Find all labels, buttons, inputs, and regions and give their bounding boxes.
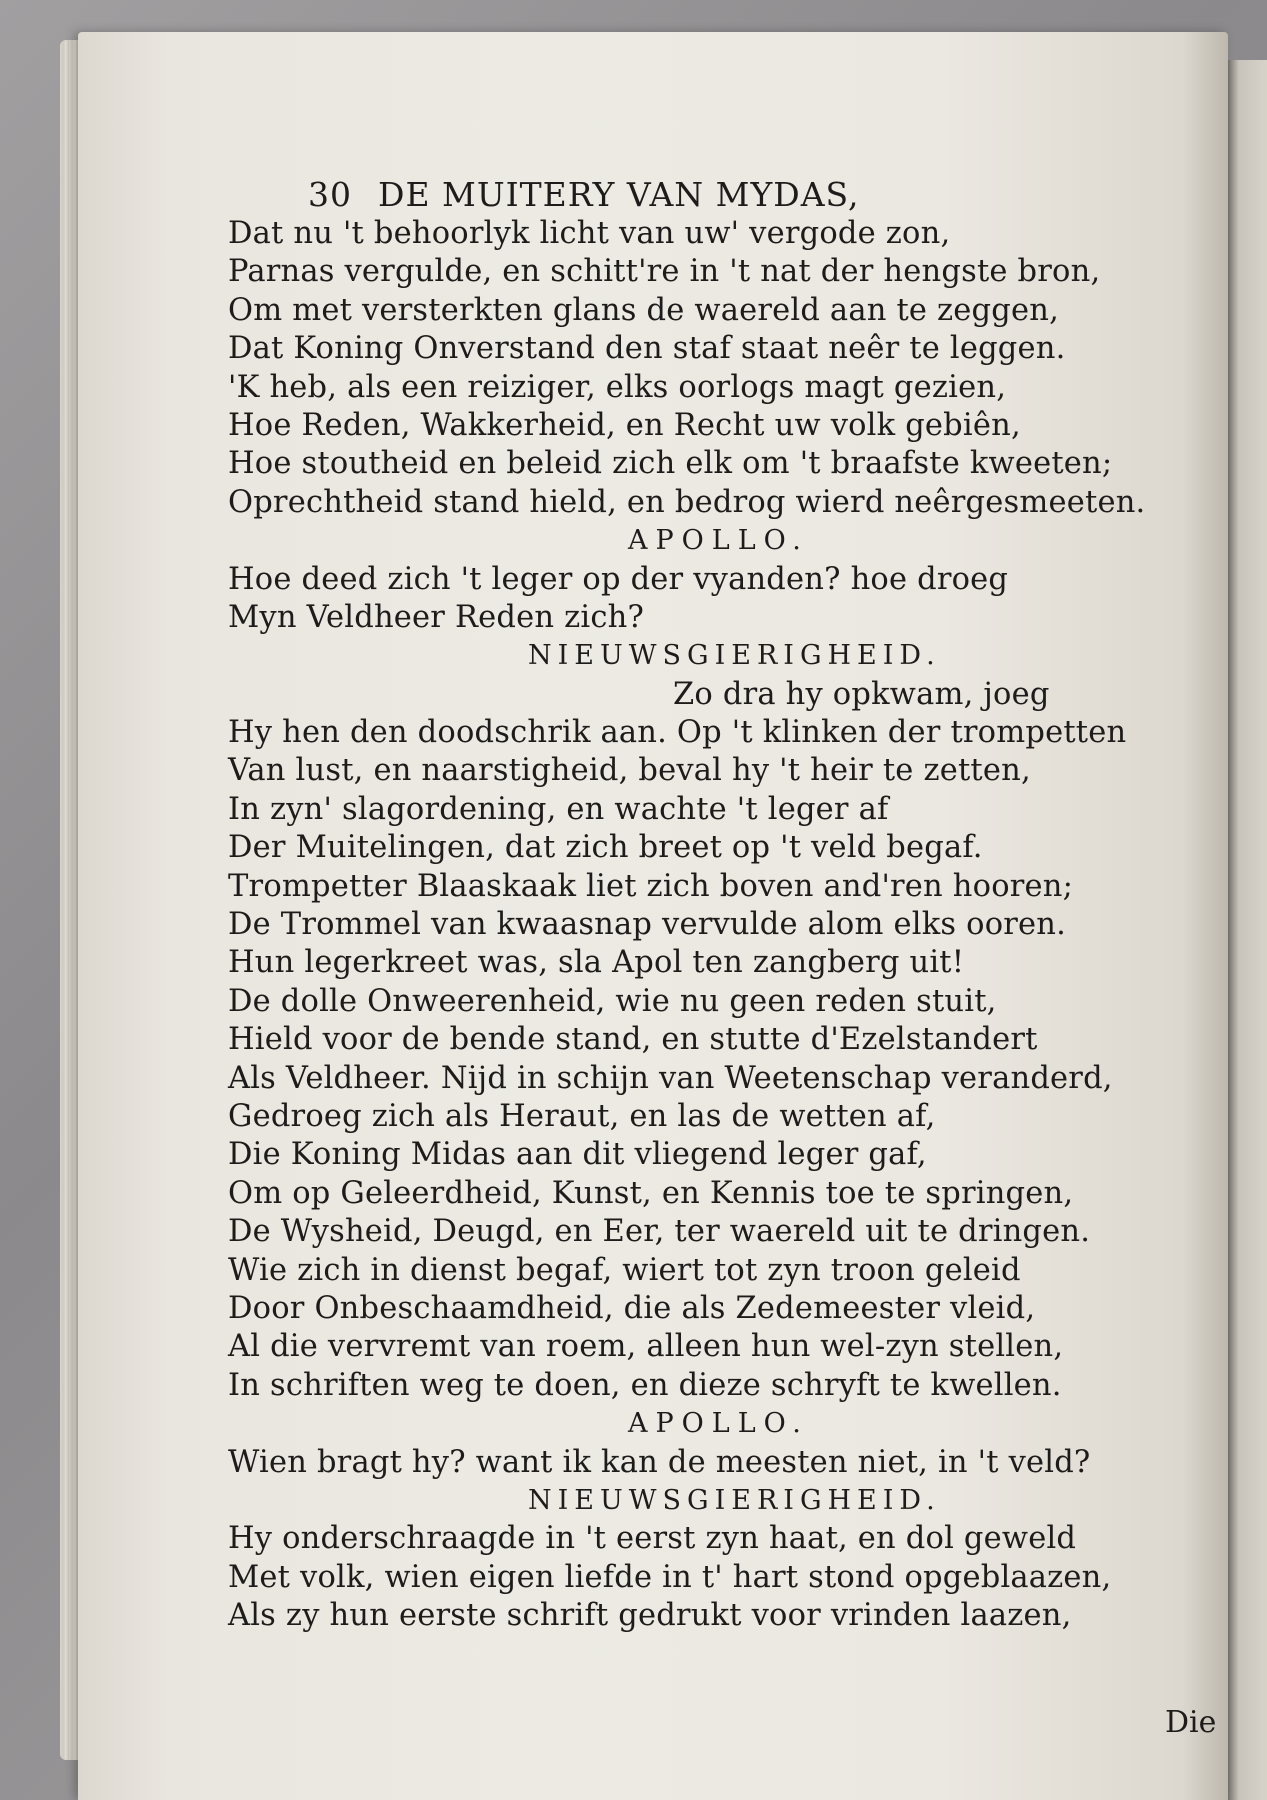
verse-line: Wien bragt hy? want ik kan de meesten niet, in 't veld? bbox=[228, 1444, 1091, 1480]
verse-line: Dat nu 't behoorlyk licht van uw' vergode zon, bbox=[228, 216, 951, 251]
verse-line: Als zy hun eerste schrift gedrukt voor vrinden laazen, bbox=[228, 1598, 1072, 1634]
verse-line: Hun legerkreet was, sla Apol ten zangberg uit! bbox=[228, 945, 965, 981]
verse-line: Door Onbeschaamdheid, die als Zedemeester vleid, bbox=[228, 1290, 1036, 1326]
speaker-label: NIEUWSGIERIGHEID. bbox=[528, 1484, 941, 1516]
verse-line: Met volk, wien eigen liefde in t' hart stond opgeblaazen, bbox=[228, 1559, 1112, 1595]
verse-line: Hoe stoutheid en beleid zich elk om 't braafste kweeten; bbox=[228, 446, 1113, 482]
verse-line: Om met versterkten glans de waereld aan te zeggen, bbox=[228, 292, 1059, 328]
verse-line: In zyn' slagordening, en wachte 't leger af bbox=[228, 791, 889, 827]
page-number: 30 bbox=[308, 175, 352, 214]
verse-line: Dat Koning Onverstand den staf staat neêr te leggen. bbox=[228, 331, 1066, 367]
page-text bbox=[228, 175, 1208, 1635]
facing-page-edge bbox=[1227, 60, 1267, 1800]
verse-line: Zo dra hy opkwam, joeg bbox=[673, 676, 1050, 712]
running-title: DE MUITERY VAN MYDAS, bbox=[378, 175, 860, 214]
speaker-label: APOLLO. bbox=[628, 1408, 809, 1440]
verse-line: Gedroeg zich als Heraut, en las de wetten af, bbox=[228, 1098, 936, 1134]
verse-line: De dolle Onweerenheid, wie nu geen reden stuit, bbox=[228, 983, 997, 1019]
verse-line: Trompetter Blaaskaak liet zich boven and'ren hooren; bbox=[228, 868, 1074, 904]
verse-line: In schriften weg te doen, en dieze schryft te kwellen. bbox=[228, 1367, 1062, 1403]
verse-line: Als Veldheer. Nijd in schijn van Weetenschap veranderd, bbox=[228, 1060, 1113, 1096]
verse-line: Wie zich in dienst begaf, wiert tot zyn troon geleid bbox=[228, 1252, 1021, 1288]
running-head bbox=[228, 175, 1208, 215]
verse-line: Van lust, en naarstigheid, beval hy 't heir te zetten, bbox=[228, 753, 1031, 789]
verse-line: De Wysheid, Deugd, en Eer, ter waereld uit te dringen. bbox=[228, 1214, 1091, 1250]
verse-line: Hoe Reden, Wakkerheid, en Recht uw volk gebiên, bbox=[228, 407, 1021, 443]
speaker-label: APOLLO. bbox=[628, 525, 809, 557]
verse-line: Der Muitelingen, dat zich breet op 't veld begaf. bbox=[228, 830, 983, 866]
speaker-label: NIEUWSGIERIGHEID. bbox=[528, 640, 941, 672]
verse-line: De Trommel van kwaasnap vervulde alom elks ooren. bbox=[228, 907, 1067, 943]
verse-line: Oprechtheid stand hield, en bedrog wierd neêrgesmeeten. bbox=[228, 484, 1146, 520]
verse-line: Hy hen den doodschrik aan. Op 't klinken der trompetten bbox=[228, 715, 1127, 751]
verse-line: Hield voor de bende stand, en stutte d'Ezelstandert bbox=[228, 1022, 1038, 1058]
verse-line: Die Koning Midas aan dit vliegend leger gaf, bbox=[228, 1137, 927, 1173]
verse-line: Hy onderschraagde in 't eerst zyn haat, en dol geweld bbox=[228, 1521, 1077, 1557]
verse-line: Parnas vergulde, en schitt're in 't nat der hengste bron, bbox=[228, 254, 1101, 290]
verse-line: Om op Geleerdheid, Kunst, en Kennis toe te springen, bbox=[228, 1175, 1074, 1211]
verse-line: Myn Veldheer Reden zich? bbox=[228, 599, 644, 635]
verse-line: Hoe deed zich 't leger op der vyanden? hoe droeg bbox=[228, 561, 1009, 597]
verse-line: Al die vervremt van roem, alleen hun wel-zyn stellen, bbox=[228, 1329, 1064, 1365]
catchword: Die bbox=[1165, 1705, 1217, 1740]
verse-line: 'K heb, als een reiziger, elks oorlogs magt gezien, bbox=[228, 369, 1007, 405]
